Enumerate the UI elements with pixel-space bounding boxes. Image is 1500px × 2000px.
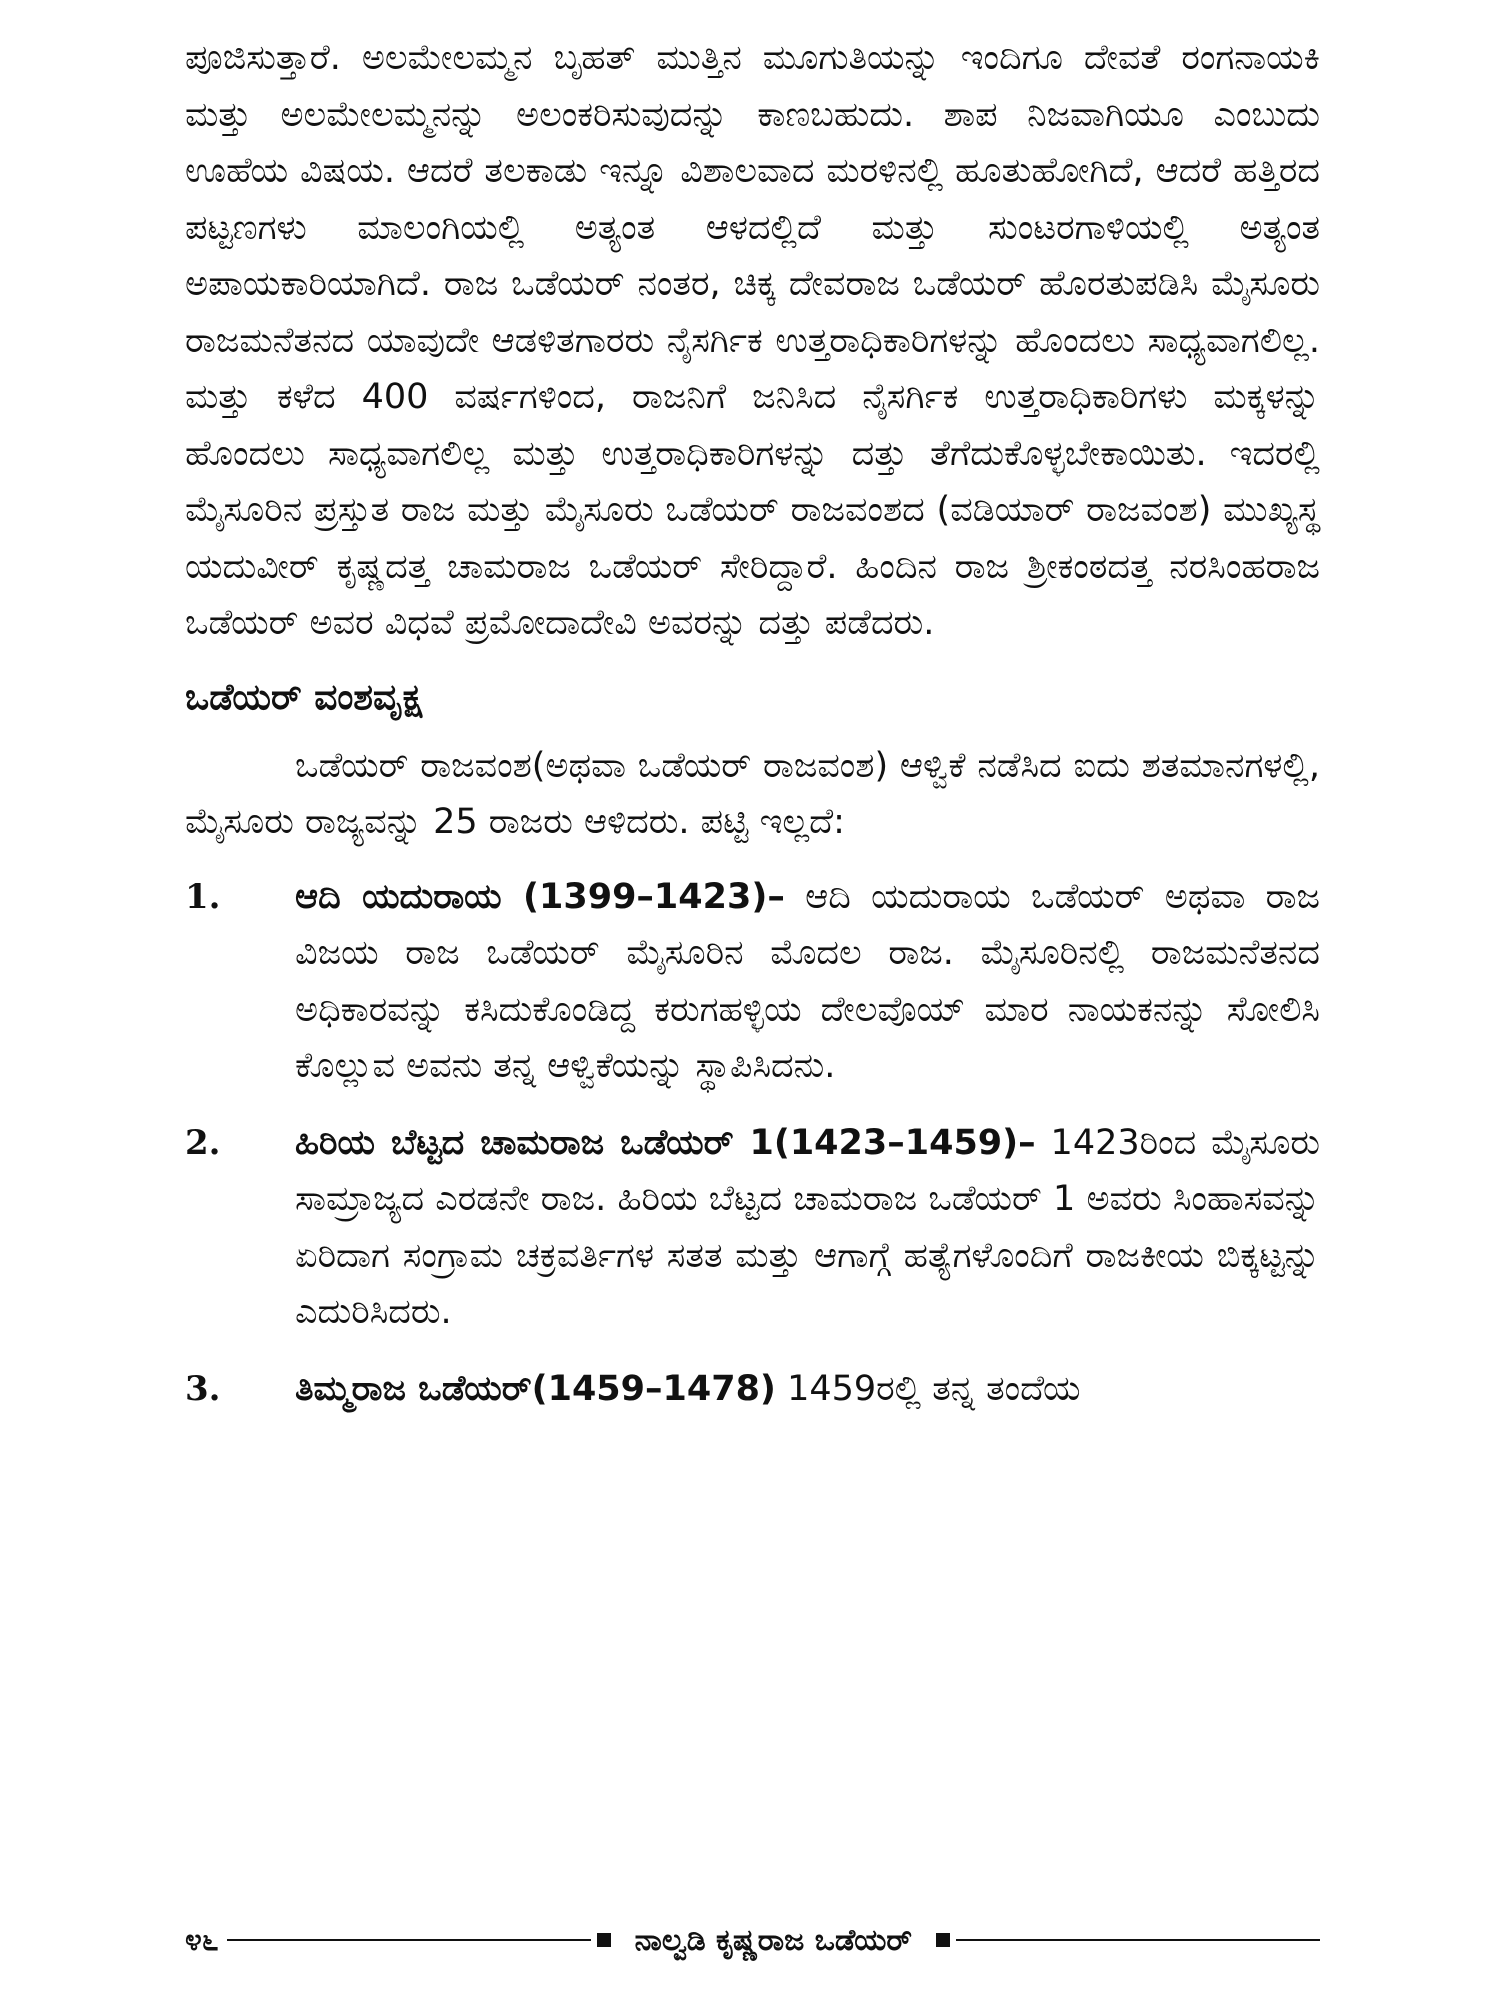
item-number: 2. (185, 1122, 221, 1163)
list-item (185, 1361, 1320, 1418)
page-number: ೪೬ (185, 1922, 219, 1958)
item-number: 1. (185, 876, 221, 917)
section-intro: ಒಡೆಯರ್ ರಾಜವಂಶ(ಅಥವಾ ಒಡೆಯರ್ ರಾಜವಂಶ) ಆಳ್ವಿಕೆ ನಡೆಸಿದ ಐದು ಶತಮಾನಗಳಲ್ಲಿ, ಮೈಸೂರು ರಾಜ್ಯವನ್ನು 25 ರಾಜರು ಆಳಿದರು. ಪಟ್ಟಿ ಇಲ್ಲದೆ: (185, 745, 1320, 842)
item-text: ಆದಿ ಯದುರಾಯ ಒಡೆಯರ್ ಅಥವಾ ರಾಜ ವಿಜಯ ರಾಜ ಒಡೆಯರ್ ಮೈಸೂರಿನ ಮೊದಲ ರಾಜ. ಮೈಸೂರಿನಲ್ಲಿ ರಾಜಮನೆತನದ ಅಧಿಕಾರವನ್ನು ಕಸಿದುಕೊಂಡಿದ್ದ ಕರುಗಹಳ್ಳಿಯ ದೇಲವೊಯ್ ಮಾರ ನಾಯಕನನ್ನು ಸೋಲಿಸಿ ಕೊಲ್ಲುವ ಅವನು ತನ್ನ ಆಳ್ವಿಕೆಯನ್ನು ಸ್ಥಾಪಿಸಿದನು. (295, 876, 1320, 1086)
footer-title: ನಾಲ್ವಡಿ ಕೃಷ್ಣರಾಜ ಒಡೆಯರ್ (634, 1922, 912, 1958)
list-item (185, 1115, 1320, 1341)
item-title: ತಿಮ್ಮರಾಜ ಒಡೆಯರ್(1459–1478) (295, 1368, 776, 1409)
list-item (185, 869, 1320, 1095)
item-number: 3. (185, 1368, 221, 1409)
item-title: ಹಿರಿಯ ಬೆಟ್ಟದ ಚಾಮರಾಜ ಒಡೆಯರ್ 1(1423–1459)– (295, 1122, 1036, 1163)
section-heading: ಒಡೆಯರ್ ವಂಶವೃಕ್ಷ (185, 676, 423, 718)
footer-square-icon (597, 1933, 611, 1947)
page-body (185, 30, 1320, 1437)
item-title: ಆದಿ ಯದುರಾಯ (1399–1423)– (295, 876, 785, 917)
item-text: 1423ರಿಂದ ಮೈಸೂರು ಸಾಮ್ರಾಜ್ಯದ ಎರಡನೇ ರಾಜ. ಹಿರಿಯ ಬೆಟ್ಟದ ಚಾಮರಾಜ ಒಡೆಯರ್ 1 ಅವರು ಸಿಂಹಾಸವನ್ನು ಏರಿದಾಗ ಸಂಗ್ರಾಮ ಚಕ್ರವರ್ತಿಗಳ ಸತತ ಮತ್ತು ಆಗಾಗ್ಗೆ ಹತ್ಯೆಗಳೊಂದಿಗೆ ರಾಜಕೀಯ ಬಿಕ್ಕಟ್ಟನ್ನು ಎದುರಿಸಿದರು. (295, 1122, 1320, 1332)
item-text: 1459ರಲ್ಲಿ ತನ್ನ ತಂದೆಯ (775, 1368, 1081, 1409)
footer-square-icon (936, 1933, 950, 1947)
ruler-list (185, 869, 1320, 1418)
intro-paragraph: ಪೂಜಿಸುತ್ತಾರೆ. ಅಲಮೇಲಮ್ಮನ ಬೃಹತ್ ಮುತ್ತಿನ ಮೂಗುತಿಯನ್ನು ಇಂದಿಗೂ ದೇವತೆ ರಂಗನಾಯಕಿ ಮತ್ತು ಅಲಮೇಲಮ್ಮನನ್ನು ಅಲಂಕರಿಸುವುದನ್ನು ಕಾಣಬಹುದು. ಶಾಪ ನಿಜವಾಗಿಯೂ ಎಂಬುದು ಊಹೆಯ ವಿಷಯ. ಆದರೆ ತಲಕಾಡು ಇನ್ನೂ ವಿಶಾಲವಾದ ಮರಳಿನಲ್ಲಿ ಹೂತುಹೋಗಿದೆ, ಆದರೆ ಹತ್ತಿರದ ಪಟ್ಟಣಗಳು ಮಾಲಂಗಿಯಲ್ಲಿ ಅತ್ಯಂತ ಆಳದಲ್ಲಿದೆ ಮತ್ತು ಸುಂಟರಗಾಳಿಯಲ್ಲಿ ಅತ್ಯಂತ ಅಪಾಯಕಾರಿಯಾಗಿದೆ. ರಾಜ ಒಡೆಯರ್ ನಂತರ, ಚಿಕ್ಕ ದೇವರಾಜ ಒಡೆಯರ್ ಹೊರತುಪಡಿಸಿ ಮೈಸೂರು ರಾಜಮನೆತನದ ಯಾವುದೇ ಆಡಳಿತಗಾರರು ನೈಸರ್ಗಿಕ ಉತ್ತರಾಧಿಕಾರಿಗಳನ್ನು ಹೊಂದಲು ಸಾಧ್ಯವಾಗಲಿಲ್ಲ. ಮತ್ತು ಕಳೆದ 400 ವರ್ಷಗಳಿಂದ, ರಾಜನಿಗೆ ಜನಿಸಿದ ನೈಸರ್ಗಿಕ ಉತ್ತರಾಧಿಕಾರಿಗಳು ಮಕ್ಕಳನ್ನು ಹೊಂದಲು ಸಾಧ್ಯವಾಗಲಿಲ್ಲ ಮತ್ತು ಉತ್ತರಾಧಿಕಾರಿಗಳನ್ನು ದತ್ತು ತೆಗೆದುಕೊಳ್ಳಬೇಕಾಯಿತು. ಇದರಲ್ಲಿ ಮೈಸೂರಿನ ಪ್ರಸ್ತುತ ರಾಜ ಮತ್ತು ಮೈಸೂರು ಒಡೆಯರ್ ರಾಜವಂಶದ (ವಡಿಯಾರ್ ರಾಜವಂಶ) ಮುಖ್ಯಸ್ಥ ಯದುವೀರ್ ಕೃಷ್ಣದತ್ತ ಚಾಮರಾಜ ಒಡೆಯರ್ ಸೇರಿದ್ದಾರೆ. ಹಿಂದಿನ ರಾಜ ಶ್ರೀಕಂಠದತ್ತ ನರಸಿಂಹರಾಜ ಒಡೆಯರ್ ಅವರ ವಿಧವೆ ಪ್ರಮೋದಾದೇವಿ ಅವರನ್ನು ದತ್ತು ಪಡೆದರು. (185, 38, 1320, 643)
page-footer (185, 1920, 1320, 1960)
footer-rule-right (956, 1939, 1320, 1941)
footer-rule-left (227, 1939, 591, 1941)
